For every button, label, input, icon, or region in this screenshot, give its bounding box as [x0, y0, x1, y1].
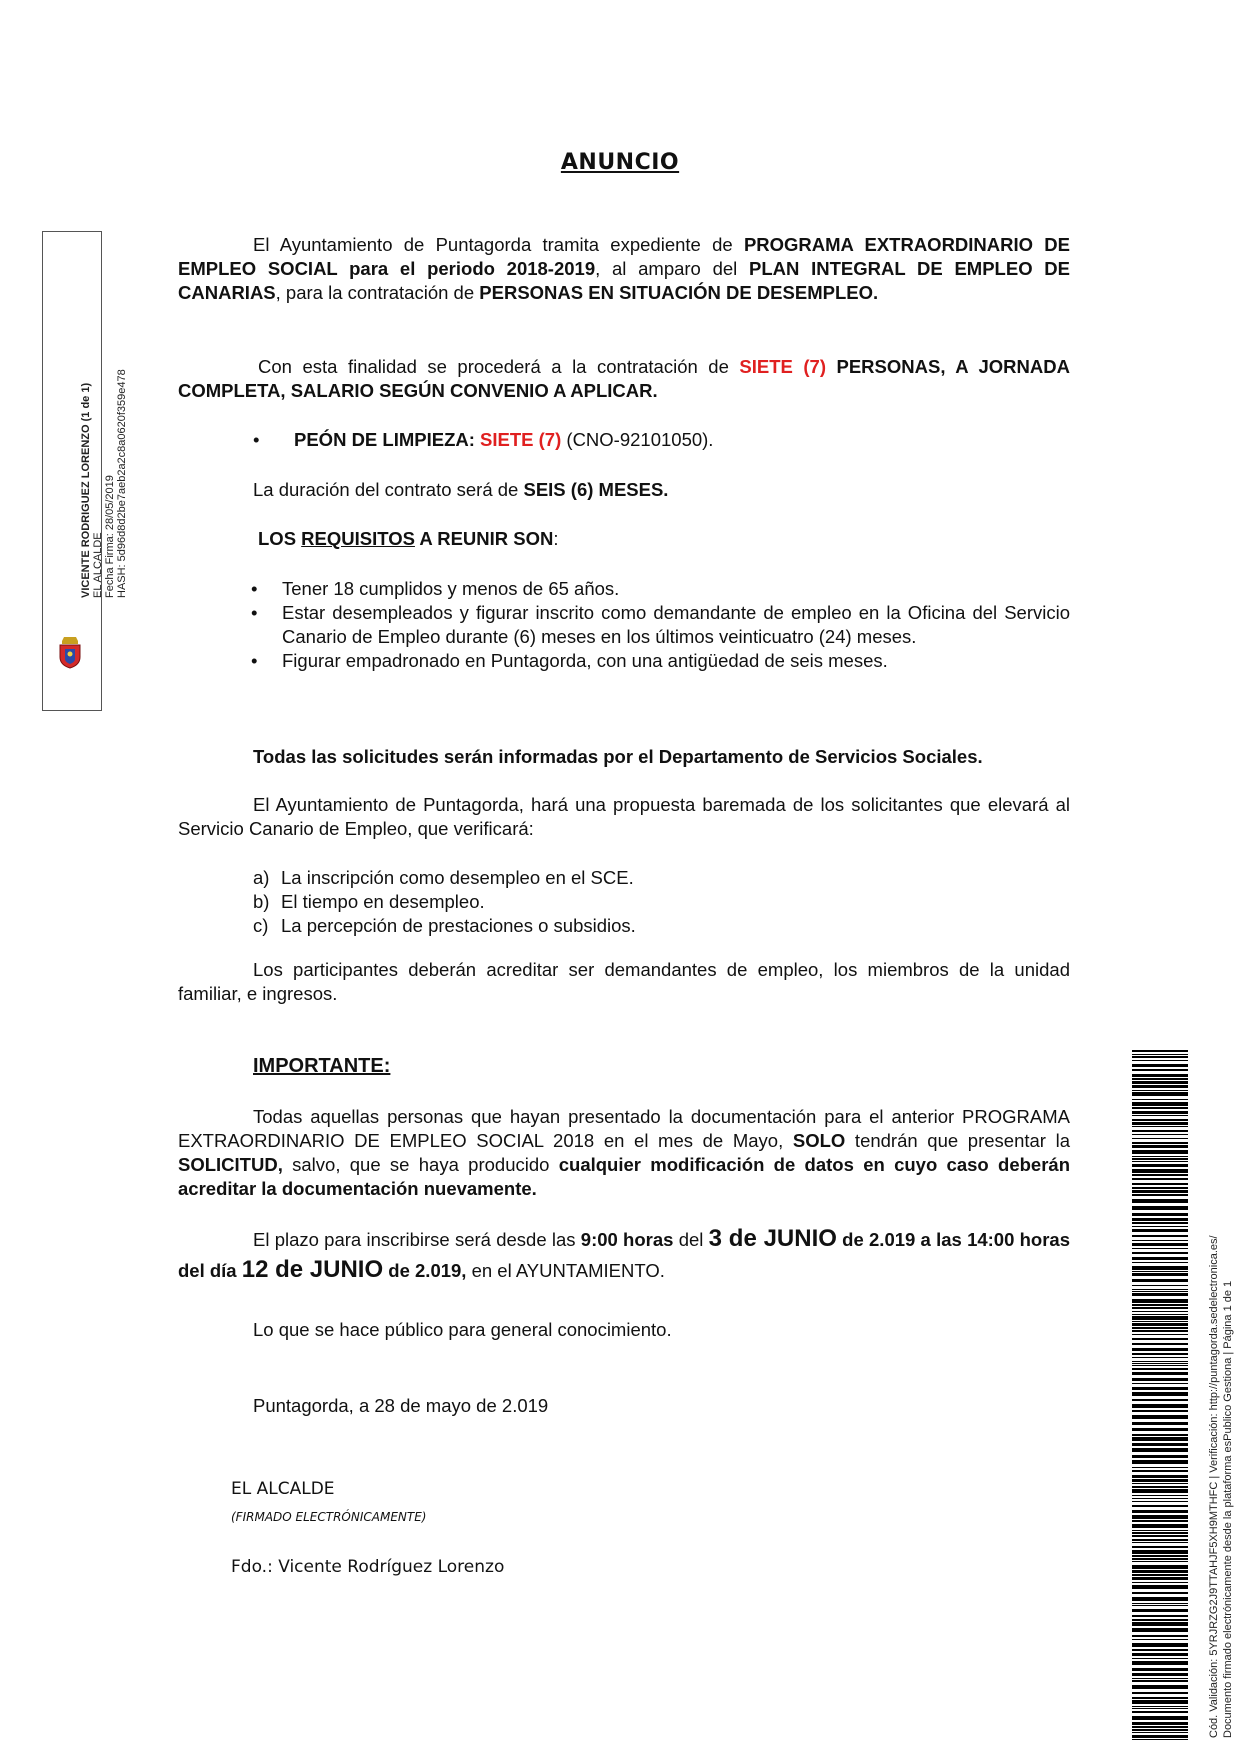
- list-letter: b): [253, 891, 270, 912]
- importante-heading: IMPORTANTE:: [253, 1055, 391, 1077]
- duracion-meses: SEIS (6) MESES.: [523, 479, 669, 500]
- plazo-fecha-fin: 12 de JUNIO: [241, 1256, 384, 1283]
- paragraph-duracion: [253, 478, 1053, 502]
- p1-programa: PROGRAMA EXTRAORDINARIO DE EMPLEO SOCIAL para el periodo 2018-2019: [178, 234, 1071, 279]
- paragraph-solicitudes: Todas las solicitudes serán informadas por el Departamento de Servicios Sociales.: [253, 746, 983, 767]
- firma-nota: (FIRMADO ELECTRÓNICAMENTE): [231, 1510, 427, 1524]
- list-item: • Tener 18 cumplidos y menos de 65 años.: [251, 577, 1070, 601]
- paragraph-publico: Lo que se hace público para general conocimiento.: [253, 1319, 672, 1340]
- paragraph-plazo: [178, 1224, 1070, 1286]
- paragraph-importante: [178, 1105, 1070, 1201]
- plazo-text-bold: de 2.019 a las 14:00 horas del día: [178, 1229, 1071, 1281]
- fecha-lugar: Puntagorda, a 28 de mayo de 2.019: [253, 1395, 549, 1416]
- plazo-hora: 9:00 horas: [580, 1229, 674, 1250]
- firma-cargo: EL ALCALDE: [231, 1479, 335, 1499]
- list-text: El tiempo en desempleo.: [281, 891, 485, 912]
- p1-plan: PLAN INTEGRAL DE EMPLEO DE CANARIAS: [178, 258, 1071, 303]
- p1-text: El Ayuntamiento de Puntagorda tramita expediente de: [253, 234, 744, 255]
- signature-stamp-text: [80, 369, 128, 598]
- duracion-text: La duración del contrato será de: [253, 479, 524, 500]
- stamp-role: EL ALCALDE: [92, 532, 104, 598]
- req-heading-colon: :: [553, 528, 559, 549]
- req-heading-underlined: REQUISITOS: [301, 528, 415, 549]
- validation-text: [1207, 1235, 1235, 1738]
- validation-platform: Documento firmado electrónicamente desde la plataforma esPublico Gestiona | Página 1 de 1: [1222, 1280, 1234, 1738]
- list-text: La inscripción como desempleo en el SCE.: [281, 867, 634, 888]
- peon-cno: (CNO-92101050).: [561, 429, 714, 450]
- peon-count-red: SIETE (7): [480, 429, 562, 450]
- requisitos-list: [251, 577, 1070, 673]
- p1-text: , al amparo del: [595, 258, 749, 279]
- stamp-signer: VICENTE RODRIGUEZ LORENZO (1 de 1): [80, 382, 92, 598]
- plazo-lugar: en el AYUNTAMIENTO.: [466, 1260, 665, 1281]
- plazo-fecha-inicio: 3 de JUNIO: [708, 1225, 837, 1252]
- list-item: [253, 914, 1053, 938]
- imp-solo: SOLO: [792, 1130, 846, 1151]
- plazo-anio: de 2.019,: [383, 1260, 467, 1281]
- verificaciones-list: [253, 866, 1053, 938]
- p2-jornada: PERSONAS, A JORNADA COMPLETA, SALARIO SEGÚN CONVENIO A APLICAR.: [178, 356, 1070, 401]
- bullet-peon-limpieza: [253, 428, 1053, 452]
- stamp-hash: HASH: 5d96d8d2be7aeb2a2c8a0620f359e478: [116, 369, 128, 598]
- paragraph-expediente: [178, 233, 1070, 305]
- plazo-text: del: [673, 1229, 709, 1250]
- firma-nombre: Fdo.: Vicente Rodríguez Lorenzo: [231, 1557, 505, 1577]
- list-letter: a): [253, 867, 270, 888]
- imp-solicitud: SOLICITUD,: [178, 1154, 283, 1175]
- validation-code: Cód. Validación: 5YRJRZG2J9TTAHJF5XH9MTHFC | Verificación: http://puntagorda.sedelectronica.es/: [1208, 1235, 1220, 1738]
- paragraph-participantes: Los participantes deberán acreditar ser demandantes de empleo, los miembros de la unidad familiar, e ingresos.: [178, 959, 1070, 1004]
- imp-text: Todas aquellas personas que hayan presentado la documentación para el anterior PROGRAMA EXTRAORDINARIO DE EMPLEO SOCIAL 2018 en el mes de Mayo,: [178, 1106, 1070, 1151]
- p1-personas: PERSONAS EN SITUACIÓN DE DESEMPLEO.: [479, 282, 879, 303]
- paragraph-propuesta: El Ayuntamiento de Puntagorda, hará una propuesta baremada de los solicitantes que elevará al Servicio Canario de Empleo, que verificará:: [178, 794, 1070, 839]
- bullet-dot: •: [253, 429, 260, 450]
- list-item: [253, 866, 1053, 890]
- requisitos-heading: [258, 527, 1058, 551]
- p2-text: Con esta finalidad se procederá a la contratación de: [258, 356, 740, 377]
- imp-text: tendrán que presentar la: [845, 1130, 1070, 1151]
- list-item: [253, 890, 1053, 914]
- peon-label: PEÓN DE LIMPIEZA:: [294, 429, 481, 450]
- validation-barcode: [1132, 1050, 1188, 1740]
- imp-modificacion: cualquier modificación de datos en cuyo caso deberán acreditar la documentación nuevamente.: [178, 1154, 1070, 1199]
- list-item: • Figurar empadronado en Puntagorda, con una antigüedad de seis meses.: [251, 649, 1070, 673]
- document-title: ANUNCIO: [560, 150, 680, 175]
- list-item: • Estar desempleados y figurar inscrito como demandante de empleo en la Oficina del Servicio Canario de Empleo durante (6) meses en los últimos veinticuatro (24) meses.: [251, 601, 1070, 649]
- list-letter: c): [253, 915, 269, 936]
- p2-count-red: SIETE (7): [739, 356, 826, 377]
- stamp-date: Fecha Firma: 28/05/2019: [104, 475, 116, 598]
- p1-text: , para la contratación de: [275, 282, 480, 303]
- paragraph-contratacion: [178, 355, 1070, 403]
- req-heading-part: A REUNIR SON: [414, 528, 554, 549]
- plazo-text: El plazo para inscribirse será desde las: [253, 1229, 581, 1250]
- list-text: La percepción de prestaciones o subsidios.: [281, 915, 636, 936]
- municipal-crest-icon: [50, 631, 90, 671]
- imp-text: salvo, que se haya producido: [282, 1154, 559, 1175]
- req-heading-part: LOS: [258, 528, 302, 549]
